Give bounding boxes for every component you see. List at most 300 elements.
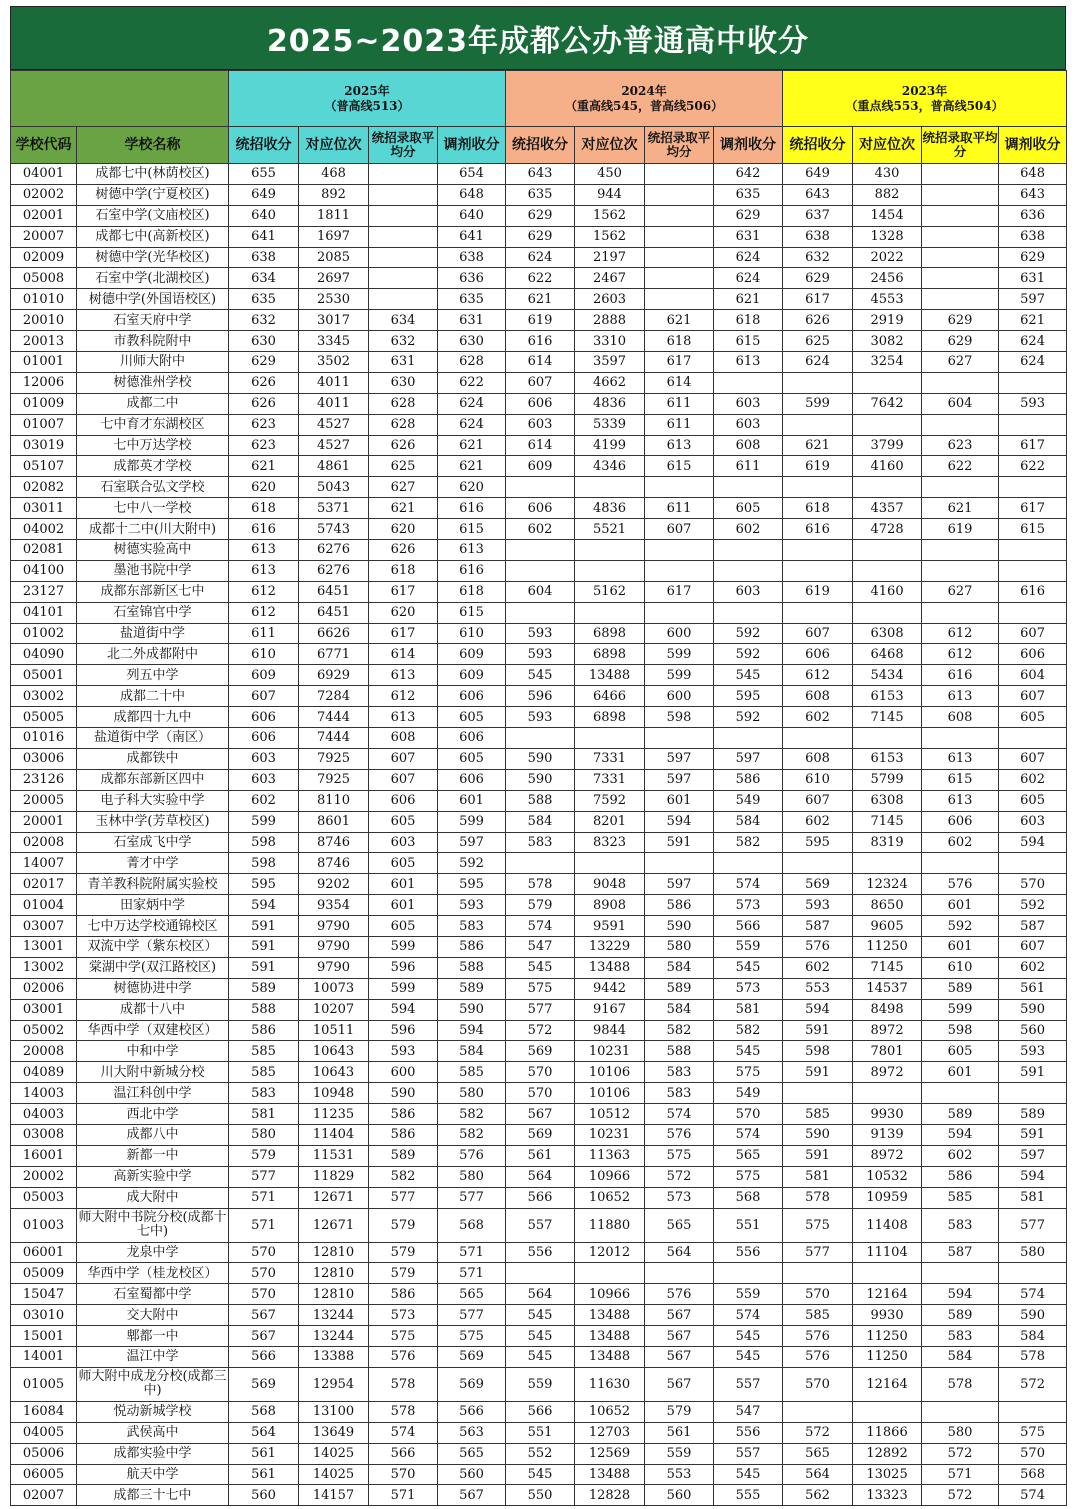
score-cell: 594 — [229, 895, 299, 916]
score-cell — [999, 602, 1067, 623]
score-cell: 602 — [999, 957, 1067, 978]
school-name-cell: 石室锦官中学 — [77, 602, 229, 623]
score-cell — [645, 540, 714, 561]
score-cell: 616 — [438, 560, 506, 581]
score-cell: 545 — [714, 1464, 783, 1485]
score-cell: 589 — [438, 978, 506, 999]
score-cell: 625 — [369, 456, 438, 477]
score-cell: 605 — [922, 1041, 999, 1062]
score-cell — [922, 184, 999, 205]
table-row — [11, 1187, 1067, 1208]
score-cell: 591 — [783, 1145, 853, 1166]
school-name-cell: 华西中学（桂龙校区） — [77, 1263, 229, 1284]
score-cell: 606 — [229, 728, 299, 749]
score-cell: 7145 — [853, 957, 922, 978]
score-cell: 611 — [645, 414, 714, 435]
school-name-cell: 七中育才东湖校区 — [77, 414, 229, 435]
score-cell — [369, 268, 438, 289]
score-cell: 626 — [369, 435, 438, 456]
score-cell — [922, 853, 999, 874]
score-cell: 599 — [369, 936, 438, 957]
score-cell: 593 — [506, 623, 575, 644]
score-cell: 609 — [438, 644, 506, 665]
score-cell: 578 — [506, 874, 575, 895]
score-cell: 617 — [783, 289, 853, 310]
score-cell: 4527 — [299, 414, 369, 435]
school-code-cell: 01010 — [11, 289, 77, 310]
score-cell: 9930 — [853, 1104, 922, 1125]
school-name-cell: 成都东部新区七中 — [77, 581, 229, 602]
score-cell: 603 — [369, 832, 438, 853]
score-cell — [575, 1263, 645, 1284]
score-cell: 637 — [783, 205, 853, 226]
score-cell: 597 — [645, 748, 714, 769]
score-cell: 5371 — [299, 498, 369, 519]
school-name-cell: 盐道街中学 — [77, 623, 229, 644]
score-cell: 591 — [783, 1020, 853, 1041]
score-cell: 640 — [438, 205, 506, 226]
year-2023-header — [783, 71, 1067, 127]
score-cell: 553 — [783, 978, 853, 999]
score-cell: 606 — [369, 790, 438, 811]
score-cell: 6898 — [575, 707, 645, 728]
score-cell: 575 — [438, 1326, 506, 1347]
score-cell: 4357 — [853, 498, 922, 519]
school-code-cell: 04002 — [11, 519, 77, 540]
school-name-cell: 川师大附中 — [77, 352, 229, 373]
school-code-cell: 01009 — [11, 393, 77, 414]
score-cell: 570 — [714, 1104, 783, 1125]
score-cell: 586 — [369, 1124, 438, 1145]
school-code-cell: 04005 — [11, 1422, 77, 1443]
score-cell: 579 — [369, 1208, 438, 1242]
score-cell: 560 — [229, 1485, 299, 1506]
score-cell: 607 — [506, 372, 575, 393]
score-cell — [853, 560, 922, 581]
score-cell — [922, 205, 999, 226]
score-cell: 621 — [438, 435, 506, 456]
table-row — [11, 1208, 1067, 1242]
score-cell — [922, 560, 999, 581]
score-cell: 565 — [645, 1208, 714, 1242]
score-cell: 10231 — [575, 1124, 645, 1145]
score-cell: 586 — [645, 895, 714, 916]
school-code-cell: 02008 — [11, 832, 77, 853]
score-cell: 574 — [999, 1284, 1067, 1305]
score-cell: 613 — [922, 748, 999, 769]
score-cell: 590 — [506, 748, 575, 769]
school-code-cell: 03007 — [11, 916, 77, 937]
score-cell: 603 — [229, 769, 299, 790]
score-cell: 567 — [229, 1305, 299, 1326]
score-cell: 597 — [645, 769, 714, 790]
score-cell: 2085 — [299, 247, 369, 268]
score-cell: 2022 — [853, 247, 922, 268]
score-cell: 11829 — [299, 1166, 369, 1187]
score-cell — [783, 540, 853, 561]
school-code-cell: 02006 — [11, 978, 77, 999]
score-cell: 613 — [229, 540, 299, 561]
col-rank-2024: 对应位次 — [575, 127, 645, 164]
school-code-cell: 05009 — [11, 1263, 77, 1284]
score-cell: 603 — [506, 414, 575, 435]
score-cell: 576 — [783, 1326, 853, 1347]
score-cell: 611 — [229, 623, 299, 644]
score-cell: 602 — [922, 1145, 999, 1166]
score-cell: 619 — [922, 519, 999, 540]
score-cell: 616 — [229, 519, 299, 540]
score-cell: 4728 — [853, 519, 922, 540]
score-cell: 649 — [229, 184, 299, 205]
score-cell: 564 — [783, 1464, 853, 1485]
score-cell: 604 — [999, 665, 1067, 686]
score-cell: 569 — [438, 1346, 506, 1367]
score-cell: 570 — [229, 1263, 299, 1284]
score-cell: 621 — [922, 498, 999, 519]
table-row — [11, 581, 1067, 602]
score-cell: 10966 — [575, 1166, 645, 1187]
score-cell: 564 — [506, 1166, 575, 1187]
col-avg-2024: 统招录取平均分 — [645, 127, 714, 164]
score-cell: 578 — [369, 1401, 438, 1422]
score-cell: 2467 — [575, 268, 645, 289]
score-cell: 614 — [645, 372, 714, 393]
col-rank-2025: 对应位次 — [299, 127, 369, 164]
score-cell — [645, 184, 714, 205]
table-row — [11, 1083, 1067, 1104]
school-code-cell: 16001 — [11, 1145, 77, 1166]
score-cell: 592 — [714, 623, 783, 644]
score-cell: 571 — [369, 1485, 438, 1506]
score-cell: 584 — [999, 1326, 1067, 1347]
score-cell: 13388 — [299, 1346, 369, 1367]
score-cell: 583 — [922, 1326, 999, 1347]
score-cell: 594 — [438, 1020, 506, 1041]
score-cell: 13488 — [575, 1326, 645, 1347]
score-cell: 10652 — [575, 1401, 645, 1422]
school-code-cell: 20010 — [11, 310, 77, 331]
col-adjust-2024: 调剂收分 — [714, 127, 783, 164]
score-cell: 629 — [783, 268, 853, 289]
score-cell: 5434 — [853, 665, 922, 686]
score-cell: 6898 — [575, 623, 645, 644]
score-cell: 626 — [229, 393, 299, 414]
school-code-cell: 04003 — [11, 1104, 77, 1125]
score-cell: 623 — [229, 414, 299, 435]
table-row — [11, 895, 1067, 916]
score-cell: 591 — [999, 1124, 1067, 1145]
school-code-cell: 20001 — [11, 811, 77, 832]
score-cell: 6451 — [299, 581, 369, 602]
score-cell: 564 — [229, 1422, 299, 1443]
score-cell: 603 — [999, 811, 1067, 832]
score-cell: 13488 — [575, 957, 645, 978]
score-cell: 3017 — [299, 310, 369, 331]
table-row — [11, 665, 1067, 686]
score-cell: 589 — [999, 1104, 1067, 1125]
score-cell: 595 — [783, 832, 853, 853]
score-cell: 569 — [506, 1041, 575, 1062]
score-cell: 571 — [229, 1208, 299, 1242]
score-cell: 601 — [369, 874, 438, 895]
score-cell: 628 — [369, 414, 438, 435]
score-cell — [645, 560, 714, 581]
score-cell: 11531 — [299, 1145, 369, 1166]
year-2025-label: 2025年 — [344, 83, 390, 98]
score-cell: 648 — [438, 184, 506, 205]
school-name-cell: 新都一中 — [77, 1145, 229, 1166]
school-name-cell: 龙泉中学 — [77, 1242, 229, 1263]
score-cell: 571 — [229, 1187, 299, 1208]
col-avg-2023: 统招录取平均分 — [922, 127, 999, 164]
score-cell: 450 — [575, 164, 645, 185]
score-cell: 4527 — [299, 435, 369, 456]
score-cell: 632 — [229, 310, 299, 331]
score-cell — [506, 477, 575, 498]
score-cell: 597 — [714, 748, 783, 769]
score-cell — [853, 477, 922, 498]
school-name-cell: 师大附中成龙分校(成都三中) — [77, 1367, 229, 1401]
score-cell: 608 — [714, 435, 783, 456]
school-code-cell: 01002 — [11, 623, 77, 644]
school-code-cell: 05008 — [11, 268, 77, 289]
score-cell: 584 — [714, 811, 783, 832]
score-cell: 575 — [645, 1145, 714, 1166]
school-name-cell: 双流中学（紫东校区） — [77, 936, 229, 957]
score-cell: 602 — [506, 519, 575, 540]
score-cell: 591 — [229, 936, 299, 957]
score-cell: 607 — [999, 686, 1067, 707]
score-cell: 601 — [922, 936, 999, 957]
score-cell: 577 — [506, 999, 575, 1020]
score-cell: 614 — [506, 435, 575, 456]
score-cell: 568 — [714, 1187, 783, 1208]
school-code-cell: 05006 — [11, 1443, 77, 1464]
score-cell: 632 — [369, 331, 438, 352]
score-cell: 552 — [506, 1443, 575, 1464]
score-cell: 591 — [999, 1062, 1067, 1083]
score-cell: 3799 — [853, 435, 922, 456]
school-code-cell: 02081 — [11, 540, 77, 561]
score-cell: 610 — [783, 769, 853, 790]
score-cell: 575 — [714, 1166, 783, 1187]
score-cell: 564 — [506, 1284, 575, 1305]
score-cell — [645, 728, 714, 749]
school-code-cell: 20007 — [11, 226, 77, 247]
score-cell: 567 — [645, 1326, 714, 1347]
score-cell: 635 — [714, 184, 783, 205]
score-cell: 575 — [369, 1326, 438, 1347]
score-cell: 12810 — [299, 1284, 369, 1305]
school-code-cell: 04090 — [11, 644, 77, 665]
score-cell: 630 — [229, 331, 299, 352]
score-cell: 629 — [506, 226, 575, 247]
score-cell: 597 — [999, 1145, 1067, 1166]
score-cell — [506, 560, 575, 581]
table-row — [11, 1242, 1067, 1263]
score-cell: 598 — [922, 1020, 999, 1041]
score-cell: 4662 — [575, 372, 645, 393]
score-cell: 585 — [783, 1104, 853, 1125]
score-cell: 3345 — [299, 331, 369, 352]
score-cell: 12012 — [575, 1242, 645, 1263]
score-cell — [575, 853, 645, 874]
score-cell: 592 — [438, 853, 506, 874]
score-cell: 598 — [783, 1041, 853, 1062]
score-cell: 598 — [645, 707, 714, 728]
score-cell: 613 — [369, 707, 438, 728]
score-cell: 6308 — [853, 623, 922, 644]
school-code-cell: 02009 — [11, 247, 77, 268]
school-name-cell: 石室中学(文庙校区) — [77, 205, 229, 226]
score-cell: 545 — [714, 665, 783, 686]
score-cell: 613 — [714, 352, 783, 373]
score-cell: 573 — [369, 1305, 438, 1326]
score-cell: 621 — [438, 456, 506, 477]
score-cell: 579 — [645, 1401, 714, 1422]
score-cell: 627 — [922, 352, 999, 373]
score-cell: 594 — [645, 811, 714, 832]
score-cell: 1562 — [575, 226, 645, 247]
score-cell: 588 — [229, 999, 299, 1020]
score-cell: 7284 — [299, 686, 369, 707]
school-code-cell: 20013 — [11, 331, 77, 352]
score-cell: 12164 — [853, 1367, 922, 1401]
score-cell: 6898 — [575, 644, 645, 665]
table-row — [11, 352, 1067, 373]
score-cell: 583 — [645, 1083, 714, 1104]
score-cell: 603 — [714, 414, 783, 435]
score-cell: 562 — [783, 1485, 853, 1506]
score-cell: 11363 — [575, 1145, 645, 1166]
score-cell: 549 — [714, 1083, 783, 1104]
score-cell — [645, 164, 714, 185]
score-cell — [369, 184, 438, 205]
score-cell — [369, 205, 438, 226]
score-cell: 6276 — [299, 560, 369, 581]
score-cell: 603 — [229, 748, 299, 769]
score-cell: 605 — [369, 811, 438, 832]
score-cell: 10073 — [299, 978, 369, 999]
score-cell: 593 — [999, 1041, 1067, 1062]
score-cell: 587 — [922, 1242, 999, 1263]
score-cell: 599 — [783, 393, 853, 414]
score-cell — [506, 602, 575, 623]
score-cell: 545 — [506, 1346, 575, 1367]
score-cell: 8650 — [853, 895, 922, 916]
score-cell: 561 — [506, 1145, 575, 1166]
score-cell: 589 — [922, 978, 999, 999]
score-cell: 565 — [438, 1284, 506, 1305]
score-cell — [999, 414, 1067, 435]
school-name-cell: 交大附中 — [77, 1305, 229, 1326]
table-row — [11, 331, 1067, 352]
table-row — [11, 226, 1067, 247]
score-cell: 6276 — [299, 540, 369, 561]
table-row — [11, 205, 1067, 226]
score-cell: 594 — [999, 832, 1067, 853]
score-cell — [575, 477, 645, 498]
score-cell: 654 — [438, 164, 506, 185]
score-cell: 601 — [922, 895, 999, 916]
table-row — [11, 957, 1067, 978]
score-cell — [783, 372, 853, 393]
school-name-cell: 列五中学 — [77, 665, 229, 686]
score-cell: 601 — [645, 790, 714, 811]
score-cell: 5162 — [575, 581, 645, 602]
score-cell: 604 — [922, 393, 999, 414]
score-cell: 569 — [506, 1124, 575, 1145]
score-cell: 629 — [714, 205, 783, 226]
score-cell: 573 — [714, 895, 783, 916]
score-cell: 6771 — [299, 644, 369, 665]
score-cell: 621 — [369, 498, 438, 519]
table-row — [11, 393, 1067, 414]
score-cell: 557 — [714, 1367, 783, 1401]
score-cell: 556 — [714, 1242, 783, 1263]
table-row — [11, 310, 1067, 331]
score-cell — [922, 247, 999, 268]
score-cell: 10231 — [575, 1041, 645, 1062]
score-cell: 590 — [783, 1124, 853, 1145]
col-code: 学校代码 — [11, 127, 77, 164]
score-cell: 602 — [783, 811, 853, 832]
score-cell — [575, 540, 645, 561]
score-cell: 545 — [506, 1464, 575, 1485]
score-cell: 13323 — [853, 1485, 922, 1506]
score-cell: 582 — [438, 1124, 506, 1145]
score-cell: 643 — [999, 184, 1067, 205]
score-cell: 568 — [229, 1401, 299, 1422]
score-cell: 13244 — [299, 1305, 369, 1326]
score-cell: 621 — [645, 310, 714, 331]
score-cell: 576 — [645, 1284, 714, 1305]
score-cell: 8746 — [299, 832, 369, 853]
score-cell: 1811 — [299, 205, 369, 226]
score-cell: 582 — [369, 1166, 438, 1187]
score-cell: 617 — [645, 581, 714, 602]
score-cell: 13100 — [299, 1401, 369, 1422]
table-row — [11, 184, 1067, 205]
school-code-cell: 03019 — [11, 435, 77, 456]
table-row — [11, 1263, 1067, 1284]
score-cell: 607 — [369, 748, 438, 769]
score-cell: 624 — [999, 352, 1067, 373]
score-cell: 566 — [506, 1187, 575, 1208]
school-name-cell: 石室中学(北湖校区) — [77, 268, 229, 289]
school-code-cell: 01007 — [11, 414, 77, 435]
score-cell: 574 — [714, 1305, 783, 1326]
score-cell: 553 — [645, 1464, 714, 1485]
score-cell: 587 — [783, 916, 853, 937]
score-cell: 618 — [783, 498, 853, 519]
score-cell: 3502 — [299, 352, 369, 373]
score-cell: 430 — [853, 164, 922, 185]
score-cell: 545 — [714, 1346, 783, 1367]
score-cell: 2197 — [575, 247, 645, 268]
score-cell: 586 — [369, 1284, 438, 1305]
score-cell — [645, 602, 714, 623]
score-cell: 620 — [438, 477, 506, 498]
score-cell: 607 — [999, 748, 1067, 769]
score-cell — [853, 372, 922, 393]
score-cell: 610 — [229, 644, 299, 665]
score-cell: 585 — [229, 1062, 299, 1083]
year-2024-note: （重高线545，普高线506） — [564, 98, 724, 113]
score-cell: 9048 — [575, 874, 645, 895]
score-cell: 570 — [369, 1464, 438, 1485]
score-cell: 10106 — [575, 1083, 645, 1104]
